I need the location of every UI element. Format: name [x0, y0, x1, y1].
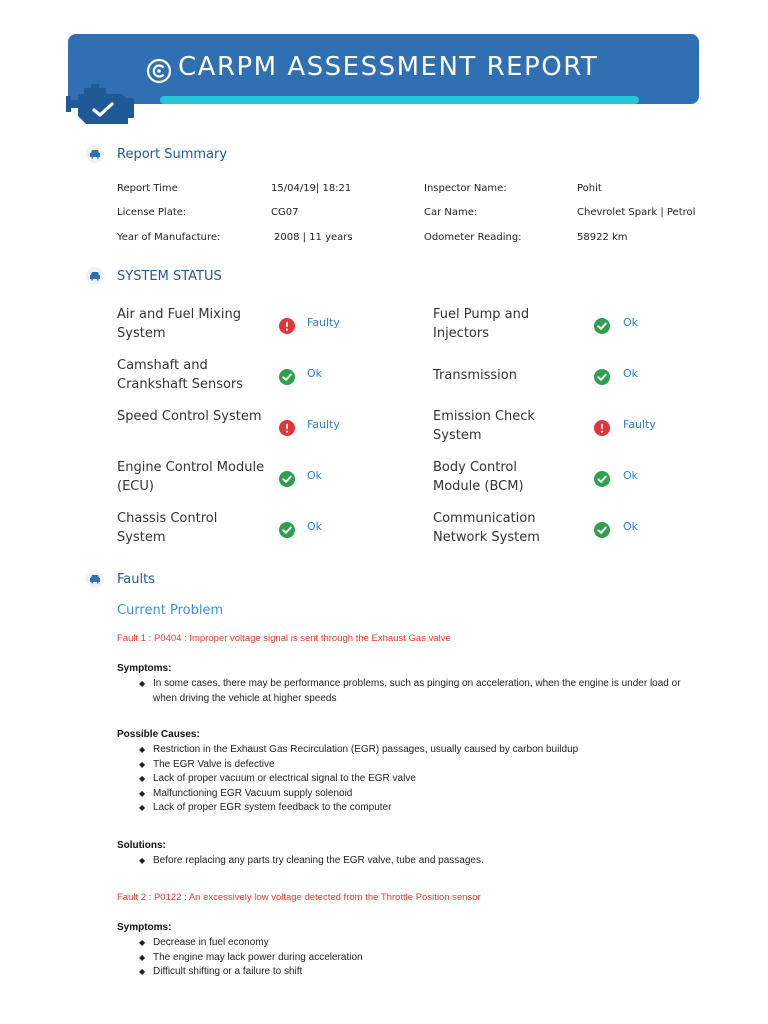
- status-system-name: Air and Fuel Mixing System: [117, 307, 241, 341]
- list-item: ◆ Lack of proper vacuum or electrical signal to the EGR valve: [139, 772, 699, 787]
- summary-value: 15/04/19| 18:21: [271, 183, 352, 194]
- check-circle-icon: [279, 522, 295, 538]
- status-value: Ok: [623, 316, 639, 329]
- system-status-header: [86, 267, 222, 285]
- status-value: Ok: [307, 520, 323, 533]
- status-system-name: Transmission: [433, 368, 517, 383]
- status-system-name: Chassis Control System: [117, 511, 218, 545]
- summary-value: CG07: [271, 207, 299, 218]
- summary-value: 2008 | 11 years: [274, 232, 353, 243]
- status-system-name: Communication Network System: [433, 511, 540, 545]
- status-system-name: Body Control Module (BCM): [433, 460, 524, 494]
- summary-label: Inspector Name:: [424, 183, 507, 194]
- check-circle-icon: [594, 369, 610, 385]
- status-system-name: Fuel Pump and Injectors: [433, 307, 530, 341]
- status-system-name: Engine Control Module (ECU): [117, 460, 265, 494]
- summary-value: Chevrolet Spark | Petrol: [577, 207, 696, 218]
- summary-label: Year of Manufacture:: [117, 232, 221, 243]
- alert-circle-icon: [279, 420, 295, 436]
- list-item: ◆ Restriction in the Exhaust Gas Recirculation (EGR) passages, usually caused by carbon buildup: [139, 743, 699, 758]
- faults-title: Faults: [117, 571, 155, 587]
- list-item: ◆ The engine may lack power during acceleration: [139, 951, 699, 966]
- summary-value: 58922 km: [577, 232, 628, 243]
- summary-value: Pohit: [577, 183, 602, 194]
- list-item: ◆ Malfunctioning EGR Vacuum supply solenoid: [139, 787, 699, 802]
- check-circle-icon: [279, 471, 295, 487]
- summary-label: Report Time: [117, 183, 178, 194]
- status-value: Faulty: [307, 316, 340, 329]
- fault-1-symptoms-list: [139, 677, 699, 706]
- check-circle-icon: [594, 471, 610, 487]
- alert-circle-icon: [594, 420, 610, 436]
- status-value: Ok: [623, 520, 639, 533]
- list-item: ◆ Decrease in fuel economy: [139, 936, 699, 951]
- status-value: Ok: [307, 469, 323, 482]
- fault-1-solutions-label: Solutions:: [117, 840, 166, 851]
- title-underline: [160, 96, 639, 104]
- report-summary-title: Report Summary: [117, 146, 228, 162]
- faults-header: [86, 570, 155, 588]
- current-problem-heading: Current Problem: [117, 603, 224, 618]
- fault-1-solutions-list: [139, 854, 699, 869]
- car-icon: [86, 570, 104, 588]
- status-value: Ok: [623, 367, 639, 380]
- check-circle-icon: [594, 522, 610, 538]
- fault-2-title: Fault 2 : P0122 : An excessively low voltage detected from the Throttle Position sensor: [117, 892, 481, 903]
- summary-label: Odometer Reading:: [424, 232, 522, 243]
- fault-2-symptoms-list: [139, 936, 699, 980]
- status-system-name: Emission Check System: [433, 409, 535, 443]
- fault-1-causes-list: [139, 743, 699, 816]
- summary-label: Car Name:: [424, 207, 478, 218]
- status-system-name: Camshaft and Crankshaft Sensors: [117, 358, 244, 392]
- fault-2-symptoms-label: Symptoms:: [117, 922, 172, 933]
- fault-1-symptoms-label: Symptoms:: [117, 663, 172, 674]
- list-item: ◆ Difficult shifting or a failure to shift: [139, 965, 699, 980]
- car-icon: [86, 267, 104, 285]
- engine-check-icon: [66, 84, 136, 128]
- list-item: ◆ In some cases, there may be performance problems, such as pinging on acceleration, when the engine is under load or when driving the vehicle at higher speeds: [139, 677, 699, 706]
- summary-label: License Plate:: [117, 207, 187, 218]
- list-item: ◆ The EGR Valve is defective: [139, 758, 699, 773]
- status-value: Faulty: [623, 418, 656, 431]
- check-circle-icon: [594, 318, 610, 334]
- system-status-title: SYSTEM STATUS: [117, 268, 222, 284]
- list-item: ◆ Before replacing any parts try cleaning the EGR valve, tube and passages.: [139, 854, 699, 869]
- status-system-name: Speed Control System: [117, 409, 262, 424]
- fault-1-causes-label: Possible Causes:: [117, 729, 200, 740]
- fault-1-title: Fault 1 : P0404 : Improper voltage signal is sent through the Exhaust Gas valve: [117, 633, 451, 644]
- status-value: Ok: [307, 367, 323, 380]
- list-item: ◆ Lack of proper EGR system feedback to the computer: [139, 801, 699, 816]
- report-title: CARPM ASSESSMENT REPORT: [178, 52, 599, 82]
- car-icon: [86, 145, 104, 163]
- status-value: Faulty: [307, 418, 340, 431]
- carpm-logo-icon: [146, 58, 172, 84]
- check-circle-icon: [279, 369, 295, 385]
- alert-circle-icon: [279, 318, 295, 334]
- report-summary-header: [86, 145, 227, 163]
- status-value: Ok: [623, 469, 639, 482]
